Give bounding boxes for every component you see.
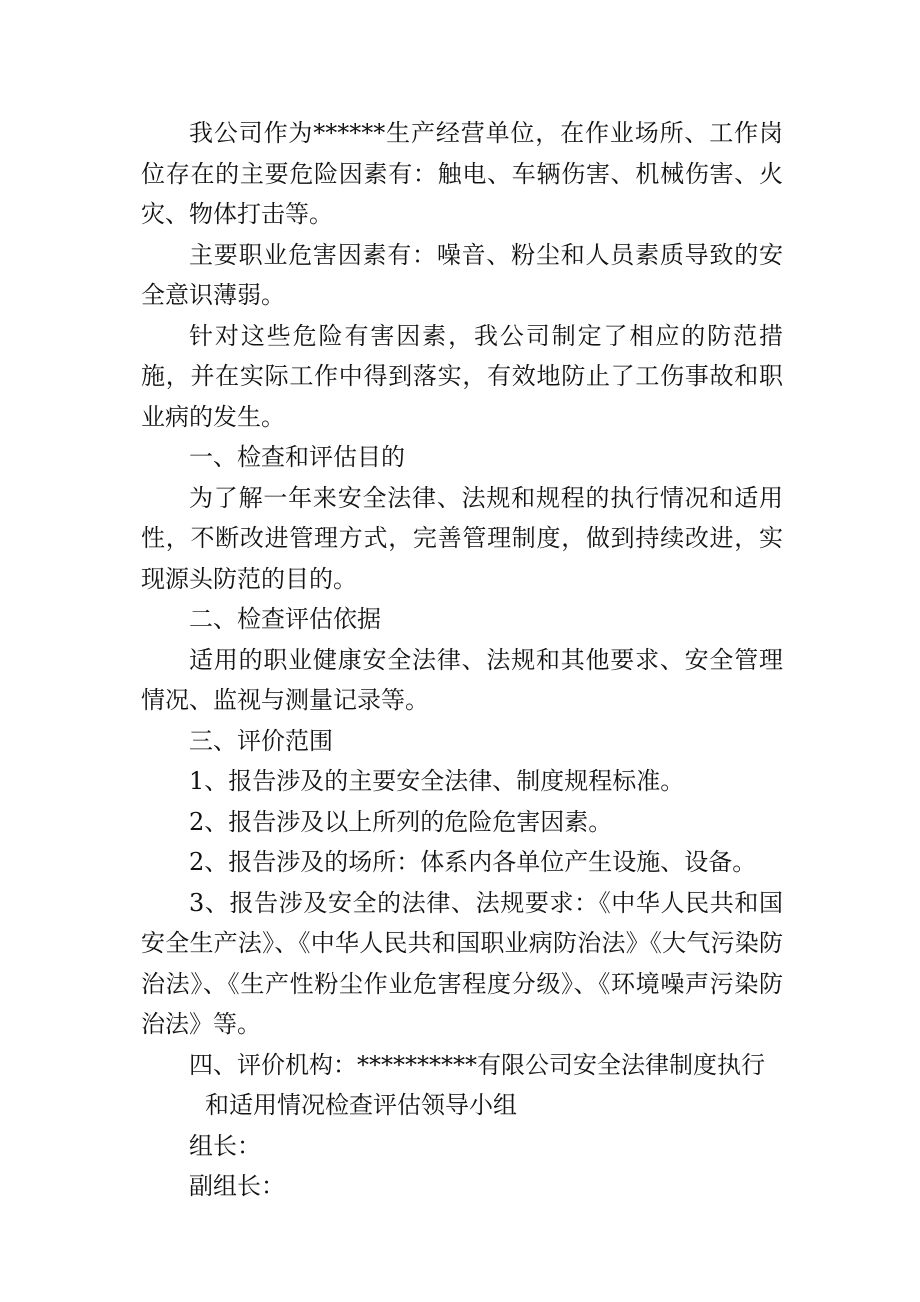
scope-item-4: 3、报告涉及安全的法律、法规要求：《中华人民共和国安全生产法》、《中华人民共和国职业病防治法》《大气污染防治法》、《生产性粉尘作业危害程度分级》、《环境噪声污染防治法》等。	[141, 888, 783, 1038]
deputy-leader-label: 副组长：	[189, 1172, 285, 1200]
paragraph-basis: 适用的职业健康安全法律、法规和其他要求、安全管理情况、监视与测量记录等。	[141, 645, 783, 714]
scope-item-1: 1、报告涉及的主要安全法律、制度规程标准。	[189, 767, 685, 795]
org-heading-continuation: 和适用情况检查评估领导小组	[205, 1091, 517, 1119]
org-heading-line: 四、评价机构：**********有限公司安全法律制度执行	[189, 1050, 765, 1079]
heading-purpose: 一、检查和评估目的	[189, 443, 405, 471]
heading-basis: 二、检查评估依据	[189, 605, 381, 633]
paragraph-purpose: 为了解一年来安全法律、法规和规程的执行情况和适用性，不断改进管理方式，完善管理制度，做到持续改进，实现源头防范的目的。	[141, 483, 783, 593]
scope-item-3: 2、报告涉及的场所：体系内各单位产生设施、设备。	[189, 848, 757, 876]
document-body	[141, 113, 783, 1207]
heading-scope: 三、评价范围	[189, 726, 333, 755]
leader-label: 组长：	[189, 1131, 261, 1160]
paragraph-measures: 针对这些危险有害因素，我公司制定了相应的防范措施，并在实际工作中得到落实，有效地防止了工伤事故和职业病的发生。	[141, 321, 783, 431]
heading-organization	[141, 1045, 783, 1126]
scope-item-2: 2、报告涉及以上所列的危险危害因素。	[189, 807, 613, 836]
paragraph-occupational-hazards: 主要职业危害因素有：噪音、粉尘和人员素质导致的安全意识薄弱。	[141, 240, 783, 309]
paragraph-hazards: 我公司作为******生产经营单位，在作业场所、工作岗位存在的主要危险因素有：触电、车辆伤害、机械伤害、火灾、物体打击等。	[141, 119, 783, 228]
